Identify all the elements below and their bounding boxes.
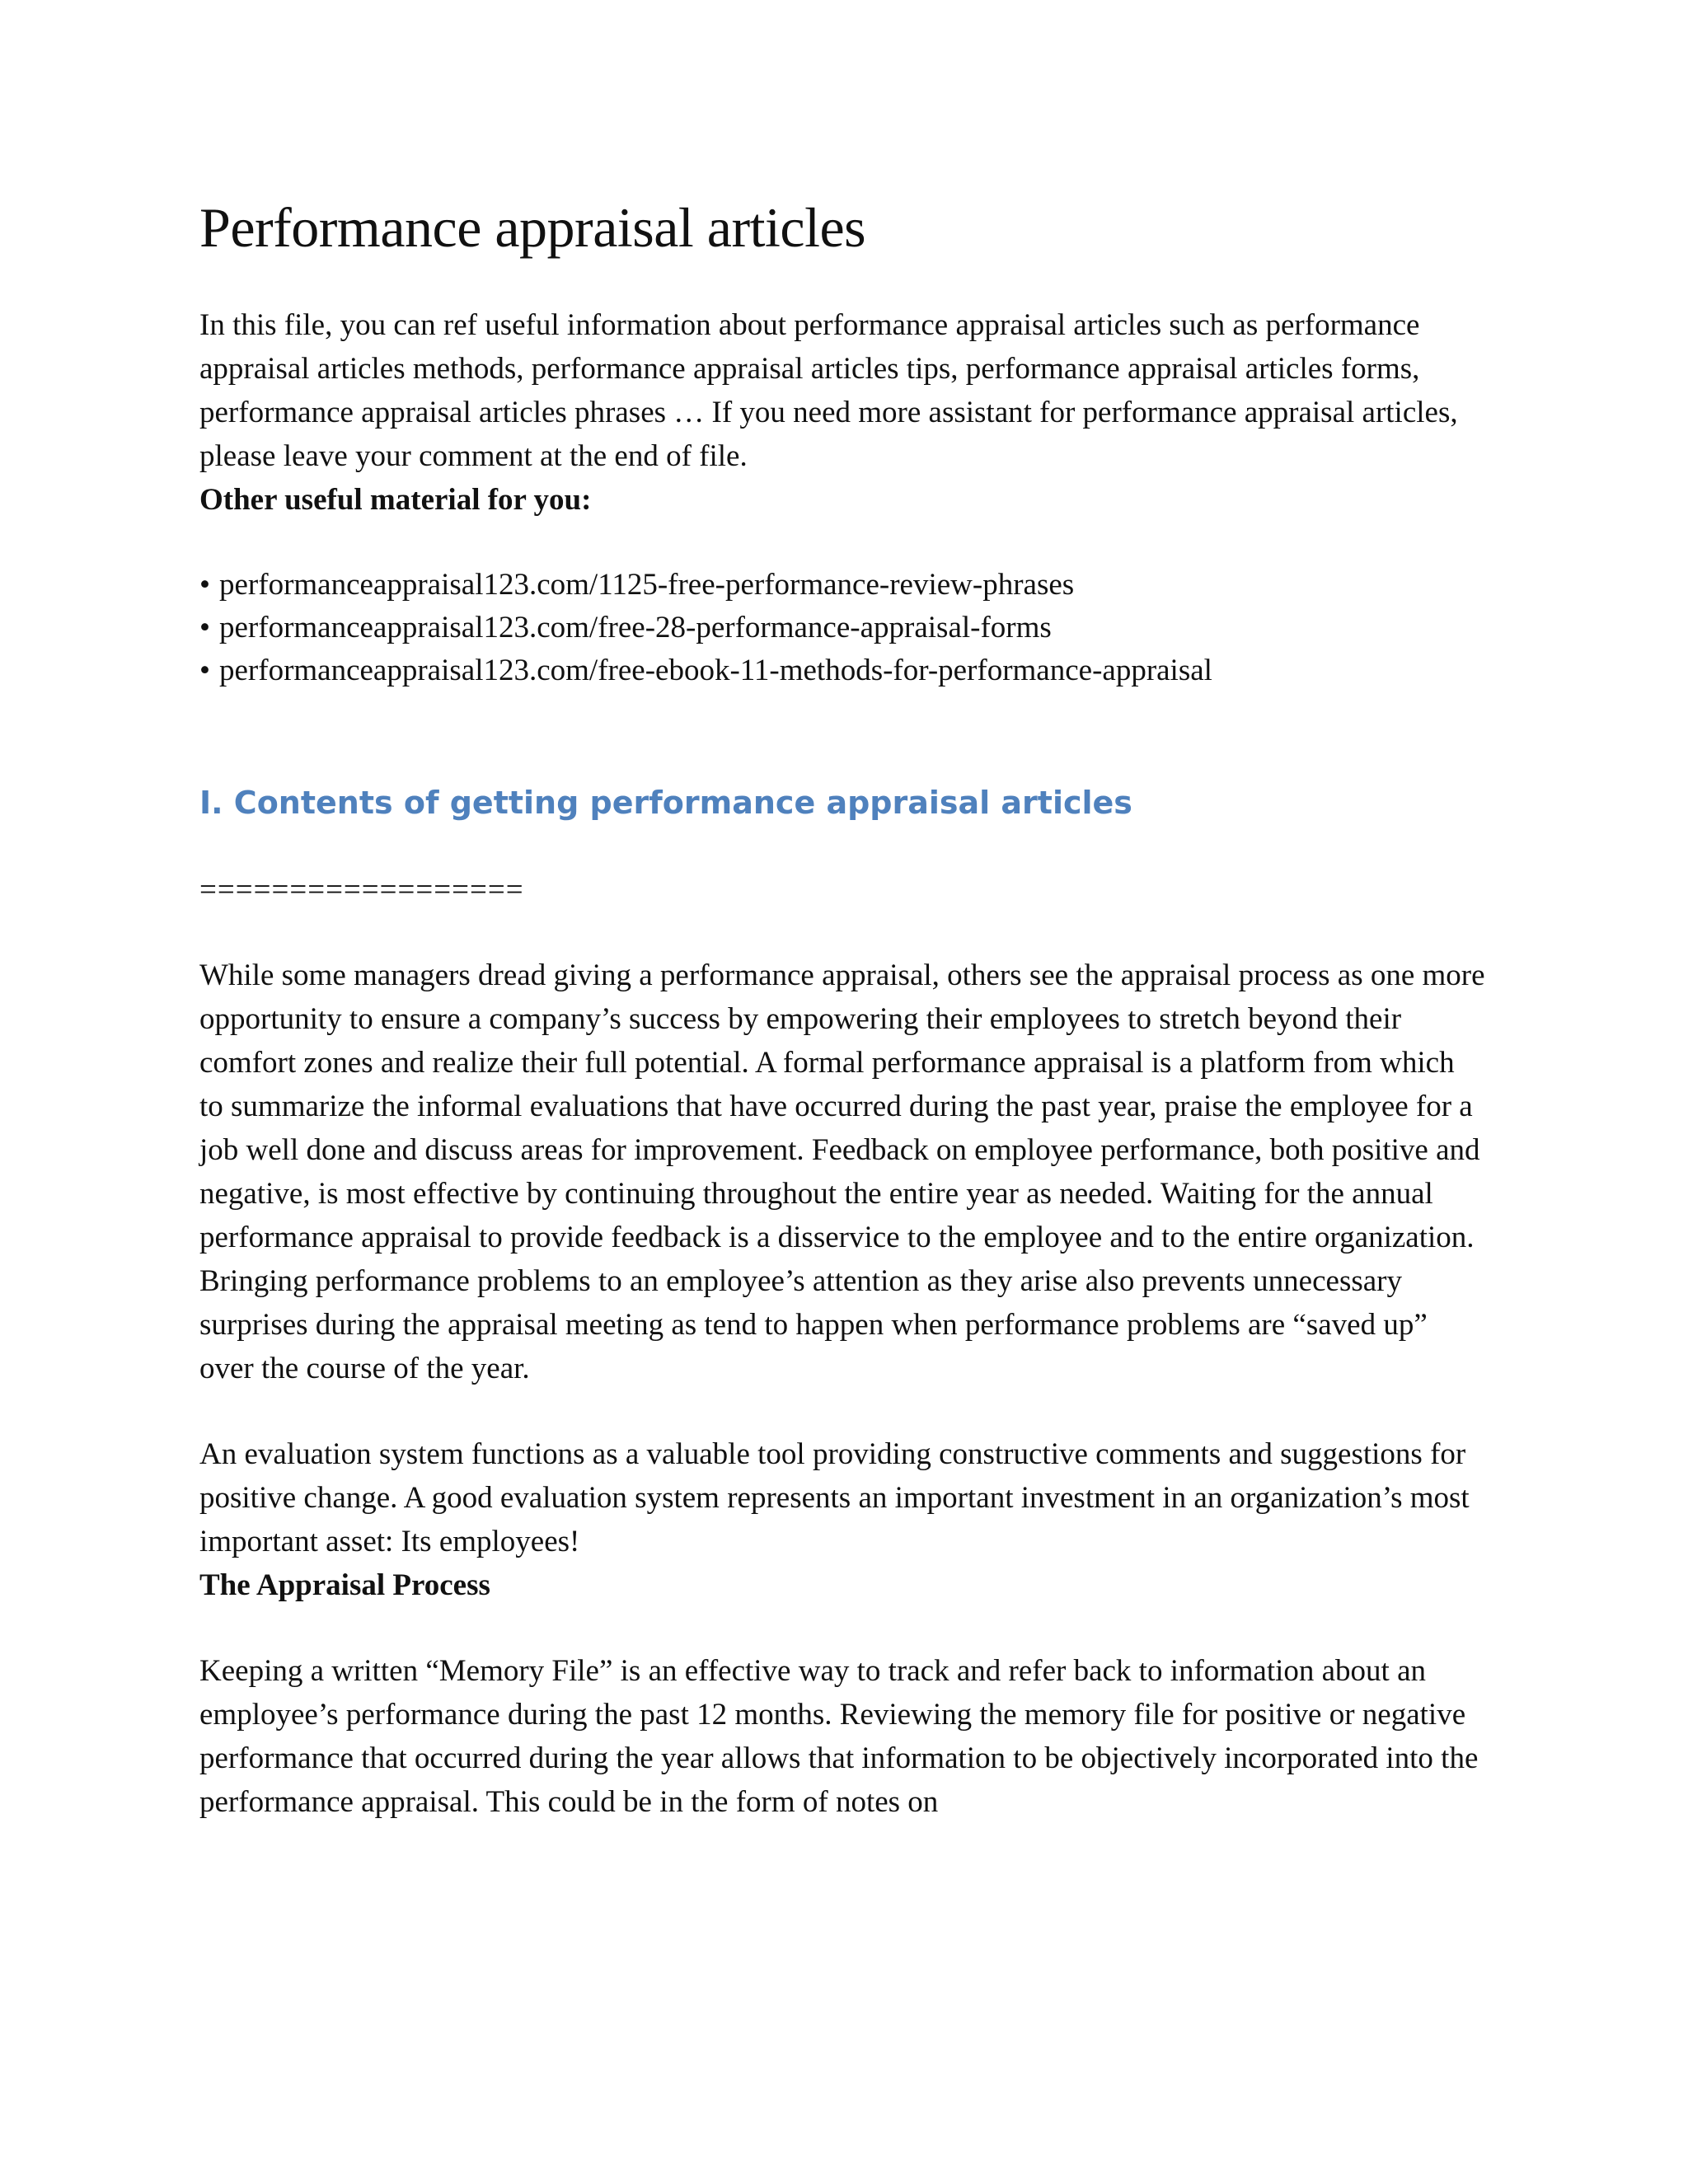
- section-heading: I. Contents of getting performance appraisal articles: [199, 785, 1132, 821]
- body-paragraph-2: An evaluation system functions as a valuable tool providing constructive comments and suggestions for positive change. A good evaluation system represents an important investment in an organization’s most important asset: Its employees!: [199, 1437, 1470, 1558]
- bullet-icon: •: [199, 611, 210, 644]
- other-material-heading: Other useful material for you:: [199, 483, 592, 517]
- document-title: Performance appraisal articles: [199, 196, 866, 259]
- body-paragraph-3: Keeping a written “Memory File” is an effective way to track and refer back to information about an employee’s performance during the past 12 months. Reviewing the memory file for positive or negative performance that occurred during the year allows that information to be objectively incorporated into the performance appraisal. This could be in the form of notes on: [199, 1654, 1479, 1819]
- material-link-list: [199, 564, 1485, 692]
- material-link[interactable]: performanceappraisal123.com/free-ebook-11-methods-for-performance-appraisal: [219, 654, 1212, 687]
- list-item: [199, 649, 1485, 692]
- material-link[interactable]: performanceappraisal123.com/1125-free-performance-review-phrases: [219, 568, 1075, 602]
- divider-line: ==================: [199, 873, 524, 907]
- list-item: [199, 564, 1485, 607]
- list-item: [199, 607, 1485, 649]
- document-content: [199, 188, 1485, 1824]
- material-link[interactable]: performanceappraisal123.com/free-28-performance-appraisal-forms: [219, 611, 1052, 644]
- bullet-icon: •: [199, 654, 210, 687]
- intro-paragraph: In this file, you can ref useful information about performance appraisal articles such as performance appraisal articles methods, performance appraisal articles tips, performance appraisal articles forms, performance appraisal articles phrases … If you need more assistant for performance appraisal articles, please leave your comment at the end of file.: [199, 308, 1458, 473]
- body-paragraph-1: While some managers dread giving a performance appraisal, others see the appraisal process as one more opportunity to ensure a company’s success by empowering their employees to stretch beyond their comfort zones and realize their full potential. A formal performance appraisal is a platform from which to summarize the informal evaluations that have occurred during the past year, praise the employee for a job well done and discuss areas for improvement. Feedback on employee performance, both positive and negative, is most effective by continuing throughout the entire year as needed. Waiting for the annual performance appraisal to provide feedback is a disservice to the employee and to the entire organization. Bringing performance problems to an employee’s attention as they arise also prevents unnecessary surprises during the appraisal meeting as tend to happen when performance problems are “saved up” over the course of the year.: [199, 958, 1485, 1385]
- appraisal-process-heading: The Appraisal Process: [199, 1568, 490, 1602]
- bullet-icon: •: [199, 568, 210, 602]
